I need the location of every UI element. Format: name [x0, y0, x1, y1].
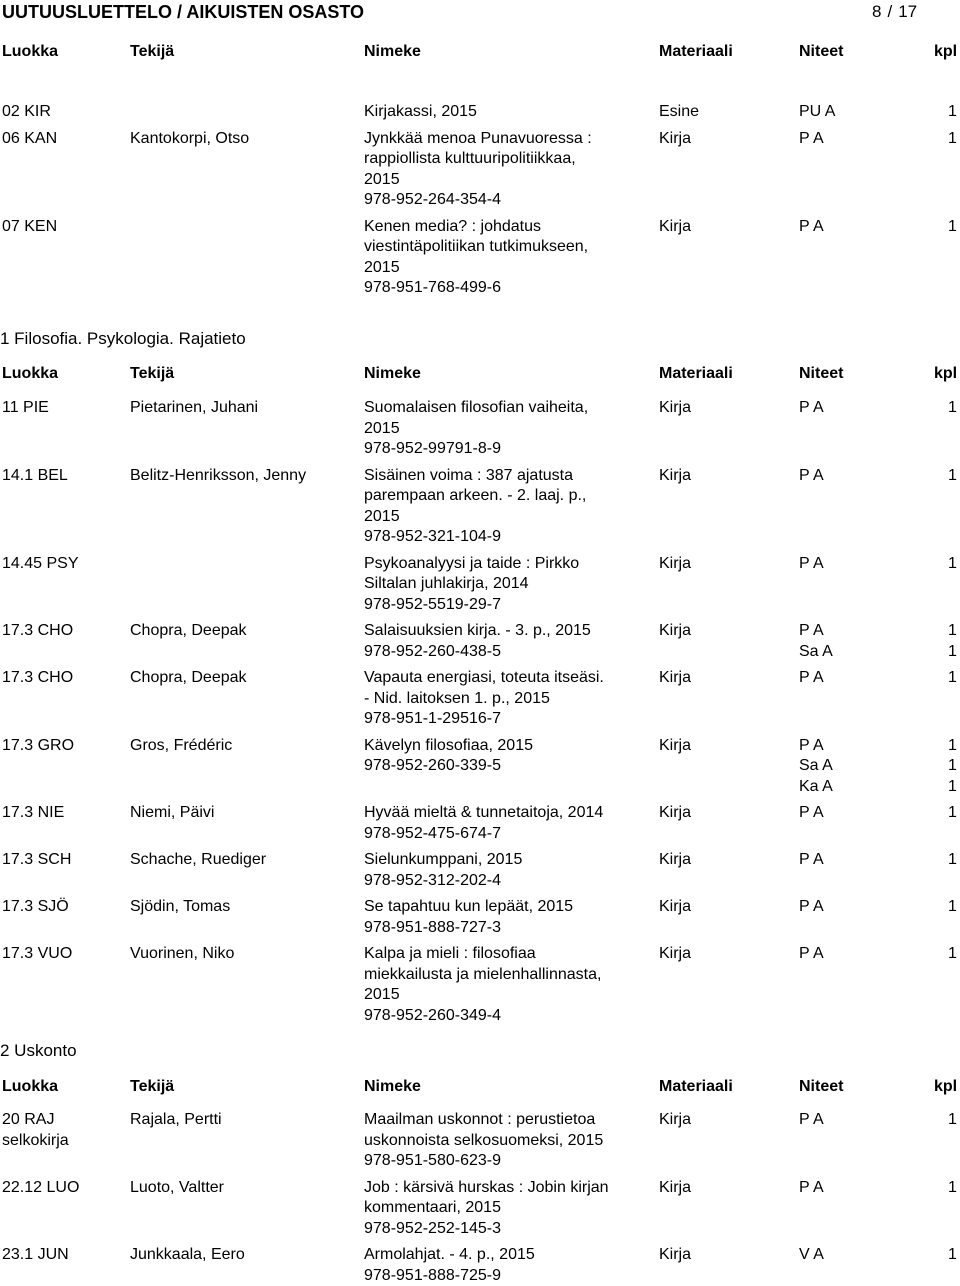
entry-luokka-line: 14.1 BEL	[2, 466, 128, 487]
entry-niteet-line: PU A	[799, 102, 919, 123]
entry-nimeke-line: 978-951-1-29516-7	[364, 709, 658, 730]
catalog-entry	[0, 1178, 960, 1240]
entry-niteet-line: V A	[799, 1245, 919, 1266]
entry-materiaali: Kirja	[659, 944, 795, 964]
entry-nimeke-line: Psykoanalyysi ja taide : Pirkko	[364, 554, 658, 575]
entry-nimeke-line: 2015	[364, 170, 658, 191]
entry-nimeke-line: Job : kärsivä hurskas : Jobin kirjan	[364, 1178, 658, 1199]
column-header-row	[0, 1077, 960, 1099]
entry-kpl-line: 1	[948, 897, 960, 918]
entry-niteet	[799, 1110, 919, 1131]
entry-nimeke-line: viestintäpolitiikan tutkimukseen,	[364, 237, 658, 258]
entry-materiaali: Kirja	[659, 1178, 795, 1198]
entry-nimeke	[364, 554, 658, 616]
entry-tekija: Kantokorpi, Otso	[130, 129, 358, 149]
column-header-luokka: Luokka	[2, 42, 128, 62]
entry-materiaali: Kirja	[659, 621, 795, 641]
entry-kpl	[948, 850, 960, 871]
entry-kpl	[948, 1178, 960, 1199]
entry-kpl-line: 1	[948, 756, 960, 777]
entry-luokka	[2, 1110, 128, 1151]
page-header	[0, 0, 960, 24]
entry-nimeke-line: Hyvää mieltä & tunnetaitoja, 2014	[364, 803, 658, 824]
entry-nimeke	[364, 129, 658, 211]
entry-nimeke	[364, 850, 658, 891]
entry-luokka-line: 07 KEN	[2, 217, 128, 238]
entry-materiaali: Kirja	[659, 668, 795, 688]
entry-niteet-line: P A	[799, 944, 919, 965]
entry-materiaali: Kirja	[659, 554, 795, 574]
entry-niteet-line: P A	[799, 217, 919, 238]
entry-nimeke-line: 978-952-321-104-9	[364, 527, 658, 548]
page-total: 17	[898, 2, 917, 21]
entry-nimeke-line: Jynkkää menoa Punavuoressa :	[364, 129, 658, 150]
entry-kpl	[948, 129, 960, 150]
catalog-entry	[0, 621, 960, 662]
entry-niteet-line: P A	[799, 1110, 919, 1131]
entry-tekija: Sjödin, Tomas	[130, 897, 358, 917]
entry-nimeke-line: Sisäinen voima : 387 ajatusta	[364, 466, 658, 487]
entry-luokka-line: selkokirja	[2, 1131, 128, 1152]
entry-luokka-line: 17.3 CHO	[2, 621, 128, 642]
entry-luokka	[2, 466, 128, 487]
entry-niteet-line: P A	[799, 129, 919, 150]
entry-luokka	[2, 803, 128, 824]
entry-niteet	[799, 944, 919, 965]
column-header-materiaali: Materiaali	[659, 42, 795, 62]
entry-niteet-line: P A	[799, 398, 919, 419]
entry-nimeke-line: miekkailusta ja mielenhallinnasta,	[364, 965, 658, 986]
column-header-niteet: Niteet	[799, 1077, 919, 1097]
entry-kpl-line: 1	[948, 944, 960, 965]
entry-niteet	[799, 1178, 919, 1199]
entry-nimeke-line: 978-951-768-499-6	[364, 278, 658, 299]
column-header-tekija: Tekijä	[130, 1077, 358, 1097]
entry-materiaali: Kirja	[659, 398, 795, 418]
entry-kpl-line: 1	[948, 102, 960, 123]
entry-tekija: Chopra, Deepak	[130, 621, 358, 641]
entry-kpl-line: 1	[948, 803, 960, 824]
entry-niteet	[799, 102, 919, 123]
page-separator: /	[887, 2, 892, 21]
entry-luokka	[2, 944, 128, 965]
entry-nimeke	[364, 897, 658, 938]
entry-nimeke-line: uskonnoista selkosuomeksi, 2015	[364, 1131, 658, 1152]
entry-tekija: Chopra, Deepak	[130, 668, 358, 688]
entry-tekija: Vuorinen, Niko	[130, 944, 358, 964]
catalog-entry	[0, 102, 960, 123]
entry-luokka-line: 20 RAJ	[2, 1110, 128, 1131]
entry-nimeke	[364, 1110, 658, 1172]
entry-nimeke	[364, 944, 658, 1026]
entry-luokka-line: 11 PIE	[2, 398, 128, 419]
entry-luokka	[2, 736, 128, 757]
entry-nimeke-line: 978-952-475-674-7	[364, 824, 658, 845]
entry-kpl-line: 1	[948, 1110, 960, 1131]
entry-kpl-line: 1	[948, 398, 960, 419]
entry-niteet-line: P A	[799, 1178, 919, 1199]
entry-nimeke-line: Maailman uskonnot : perustietoa	[364, 1110, 658, 1131]
entry-kpl-line: 1	[948, 736, 960, 757]
entry-nimeke-line: 2015	[364, 258, 658, 279]
entry-materiaali: Kirja	[659, 803, 795, 823]
entry-nimeke-line: Vapauta energiasi, toteuta itseäsi.	[364, 668, 658, 689]
entry-luokka-line: 17.3 VUO	[2, 944, 128, 965]
entry-niteet	[799, 621, 919, 662]
catalog-entry	[0, 129, 960, 211]
entry-kpl	[948, 398, 960, 419]
entry-luokka-line: 17.3 CHO	[2, 668, 128, 689]
catalog-entry	[0, 217, 960, 299]
entry-nimeke-line: rappiollista kulttuuripolitiikkaa,	[364, 149, 658, 170]
entry-luokka	[2, 398, 128, 419]
entry-niteet	[799, 466, 919, 487]
entry-materiaali: Kirja	[659, 129, 795, 149]
entry-kpl	[948, 803, 960, 824]
entry-nimeke-line: Siltalan juhlakirja, 2014	[364, 574, 658, 595]
entry-luokka	[2, 897, 128, 918]
entry-luokka-line: 17.3 SJÖ	[2, 897, 128, 918]
entry-luokka-line: 02 KIR	[2, 102, 128, 123]
entry-niteet-line: P A	[799, 897, 919, 918]
entry-tekija: Rajala, Pertti	[130, 1110, 358, 1130]
entry-niteet-line: P A	[799, 554, 919, 575]
entry-nimeke-line: Kenen media? : johdatus	[364, 217, 658, 238]
column-header-luokka: Luokka	[2, 364, 128, 384]
entry-nimeke-line: kommentaari, 2015	[364, 1198, 658, 1219]
entry-kpl	[948, 102, 960, 123]
entry-niteet	[799, 129, 919, 150]
entry-luokka	[2, 668, 128, 689]
entry-nimeke-line: 978-952-260-339-5	[364, 756, 658, 777]
entry-niteet-line: P A	[799, 803, 919, 824]
catalog-entry	[0, 668, 960, 730]
catalog-entry	[0, 850, 960, 891]
entry-materiaali: Kirja	[659, 217, 795, 237]
entry-kpl	[948, 668, 960, 689]
entry-luokka	[2, 129, 128, 150]
entry-nimeke-line: Armolahjat. - 4. p., 2015	[364, 1245, 658, 1266]
column-header-nimeke: Nimeke	[364, 1077, 658, 1097]
entry-nimeke	[364, 736, 658, 777]
entry-luokka	[2, 217, 128, 238]
catalog-entry	[0, 897, 960, 938]
column-header-luokka: Luokka	[2, 1077, 128, 1097]
entry-nimeke-line: - Nid. laitoksen 1. p., 2015	[364, 689, 658, 710]
entry-kpl-line: 1	[948, 850, 960, 871]
entry-luokka-line: 17.3 NIE	[2, 803, 128, 824]
entry-niteet-line: P A	[799, 850, 919, 871]
entry-nimeke-line: 978-952-260-438-5	[364, 642, 658, 663]
entry-niteet	[799, 803, 919, 824]
column-header-nimeke: Nimeke	[364, 364, 658, 384]
entry-niteet	[799, 398, 919, 419]
entry-materiaali: Kirja	[659, 850, 795, 870]
entry-nimeke-line: 978-951-888-725-9	[364, 1266, 658, 1286]
entry-materiaali: Esine	[659, 102, 795, 122]
entry-luokka	[2, 554, 128, 575]
entry-kpl-line: 1	[948, 642, 960, 663]
entry-tekija: Niemi, Päivi	[130, 803, 358, 823]
entry-nimeke-line: 978-952-312-202-4	[364, 871, 658, 892]
catalog-entry	[0, 554, 960, 616]
entry-tekija: Gros, Frédéric	[130, 736, 358, 756]
entry-tekija: Junkkaala, Eero	[130, 1245, 358, 1265]
entry-niteet-line: Ka A	[799, 777, 919, 798]
entry-tekija: Pietarinen, Juhani	[130, 398, 358, 418]
entry-nimeke-line: Se tapahtuu kun lepäät, 2015	[364, 897, 658, 918]
entry-kpl	[948, 621, 960, 662]
entry-nimeke-line: 2015	[364, 419, 658, 440]
entry-niteet	[799, 897, 919, 918]
entry-kpl	[948, 217, 960, 238]
entry-nimeke	[364, 1178, 658, 1240]
entry-luokka	[2, 1245, 128, 1266]
entry-nimeke-line: Kävelyn filosofiaa, 2015	[364, 736, 658, 757]
entry-materiaali: Kirja	[659, 736, 795, 756]
catalog-entry	[0, 736, 960, 798]
entry-tekija: Schache, Ruediger	[130, 850, 358, 870]
entry-niteet	[799, 217, 919, 238]
entry-luokka	[2, 850, 128, 871]
entry-kpl	[948, 897, 960, 918]
entry-luokka	[2, 621, 128, 642]
entry-niteet-line: P A	[799, 466, 919, 487]
column-header-kpl: kpl	[934, 1077, 946, 1097]
catalog-entry	[0, 398, 960, 460]
entry-nimeke-line: parempaan arkeen. - 2. laaj. p.,	[364, 486, 658, 507]
column-header-niteet: Niteet	[799, 364, 919, 384]
entry-kpl-line: 1	[948, 129, 960, 150]
entry-niteet-line: P A	[799, 621, 919, 642]
entry-nimeke-line: 2015	[364, 985, 658, 1006]
entry-luokka-line: 22.12 LUO	[2, 1178, 128, 1199]
column-header-kpl: kpl	[934, 364, 946, 384]
entry-niteet-line: P A	[799, 736, 919, 757]
entry-nimeke-line: Kalpa ja mieli : filosofiaa	[364, 944, 658, 965]
entry-tekija: Luoto, Valtter	[130, 1178, 358, 1198]
entry-nimeke-line: Suomalaisen filosofian vaiheita,	[364, 398, 658, 419]
entry-luokka-line: 23.1 JUN	[2, 1245, 128, 1266]
column-header-materiaali: Materiaali	[659, 364, 795, 384]
entry-nimeke-line: 2015	[364, 507, 658, 528]
entry-nimeke	[364, 217, 658, 299]
entry-nimeke	[364, 803, 658, 844]
entry-nimeke	[364, 102, 658, 123]
column-header-row	[0, 42, 960, 64]
entry-niteet-line: P A	[799, 668, 919, 689]
column-header-niteet: Niteet	[799, 42, 919, 62]
entry-nimeke-line: Sielunkumppani, 2015	[364, 850, 658, 871]
entry-nimeke-line: 978-951-888-727-3	[364, 918, 658, 939]
entry-luokka-line: 14.45 PSY	[2, 554, 128, 575]
entry-materiaali: Kirja	[659, 897, 795, 917]
entry-niteet	[799, 668, 919, 689]
page-title: UUTUUSLUETTELO / AIKUISTEN OSASTO	[2, 1, 364, 23]
catalog-entry	[0, 803, 960, 844]
entry-nimeke-line: 978-952-260-349-4	[364, 1006, 658, 1027]
entry-kpl-line: 1	[948, 621, 960, 642]
entry-materiaali: Kirja	[659, 466, 795, 486]
entry-luokka	[2, 1178, 128, 1199]
entry-kpl-line: 1	[948, 777, 960, 798]
entry-nimeke-line: 978-952-99791-8-9	[364, 439, 658, 460]
entry-nimeke-line: Kirjakassi, 2015	[364, 102, 658, 123]
entry-nimeke	[364, 621, 658, 662]
column-header-row	[0, 364, 960, 386]
entry-kpl	[948, 466, 960, 487]
entry-luokka-line: 06 KAN	[2, 129, 128, 150]
entry-niteet-line: Sa A	[799, 642, 919, 663]
entry-kpl-line: 1	[948, 668, 960, 689]
entry-kpl-line: 1	[948, 217, 960, 238]
entry-nimeke-line: 978-951-580-623-9	[364, 1151, 658, 1172]
entry-nimeke	[364, 668, 658, 730]
page-current: 8	[872, 2, 881, 21]
entry-niteet	[799, 736, 919, 798]
section-title: 2 Uskonto	[0, 1041, 960, 1061]
entry-niteet-line: Sa A	[799, 756, 919, 777]
column-header-tekija: Tekijä	[130, 42, 358, 62]
catalog-entry	[0, 1110, 960, 1172]
entry-niteet	[799, 850, 919, 871]
entry-nimeke	[364, 1245, 658, 1286]
catalog-entry	[0, 1245, 960, 1286]
entry-nimeke-line: 978-952-5519-29-7	[364, 595, 658, 616]
entry-luokka	[2, 102, 128, 123]
page-number	[872, 1, 917, 23]
column-header-materiaali: Materiaali	[659, 1077, 795, 1097]
entry-kpl	[948, 554, 960, 575]
catalog-entry	[0, 944, 960, 1026]
entry-luokka-line: 17.3 GRO	[2, 736, 128, 757]
entry-nimeke	[364, 466, 658, 548]
column-header-nimeke: Nimeke	[364, 42, 658, 62]
entry-kpl	[948, 736, 960, 798]
entry-nimeke-line: Salaisuuksien kirja. - 3. p., 2015	[364, 621, 658, 642]
entry-nimeke-line: 978-952-252-145-3	[364, 1219, 658, 1240]
entry-kpl	[948, 1110, 960, 1131]
entry-niteet	[799, 1245, 919, 1266]
column-header-tekija: Tekijä	[130, 364, 358, 384]
column-header-kpl: kpl	[934, 42, 946, 62]
entry-luokka-line: 17.3 SCH	[2, 850, 128, 871]
entry-materiaali: Kirja	[659, 1110, 795, 1130]
entry-kpl-line: 1	[948, 1245, 960, 1266]
catalog-entry	[0, 466, 960, 548]
section-title: 1 Filosofia. Psykologia. Rajatieto	[0, 329, 960, 349]
entry-nimeke	[364, 398, 658, 460]
entry-tekija: Belitz-Henriksson, Jenny	[130, 466, 358, 486]
entry-materiaali: Kirja	[659, 1245, 795, 1265]
entry-kpl	[948, 1245, 960, 1266]
entry-kpl-line: 1	[948, 1178, 960, 1199]
entry-kpl-line: 1	[948, 466, 960, 487]
entry-kpl-line: 1	[948, 554, 960, 575]
entry-kpl	[948, 944, 960, 965]
entry-nimeke-line: 978-952-264-354-4	[364, 190, 658, 211]
entry-niteet	[799, 554, 919, 575]
